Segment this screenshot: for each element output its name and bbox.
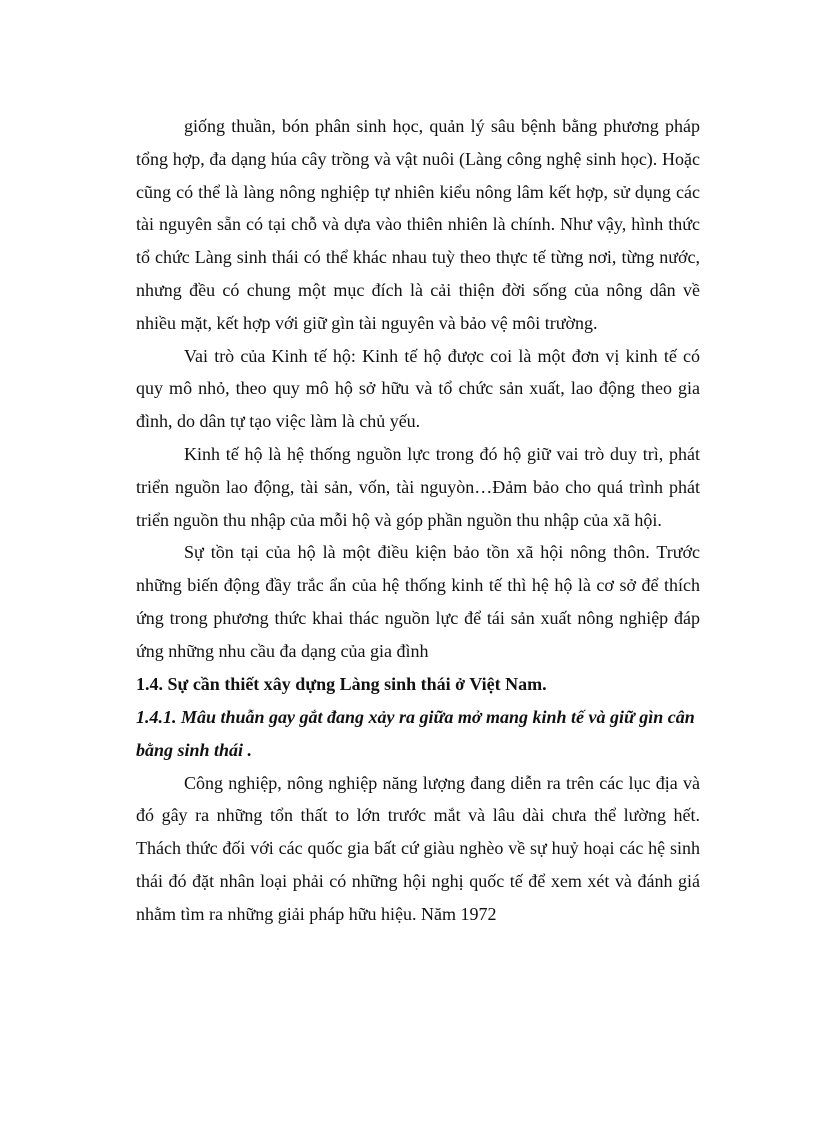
section-heading: 1.4. Sự cần thiết xây dựng Làng sinh thái ở Việt Nam.	[136, 673, 547, 694]
paragraph-household-role: Vai trò của Kinh tế hộ: Kinh tế hộ được coi là một đơn vị kinh tế có quy mô nhỏ, theo quy mô hộ sở hữu và tổ chức sản xuất, lao động theo gia đình, do dân tự tạo việc làm là chủ yếu.	[136, 345, 700, 432]
subsection-heading: 1.4.1. Mâu thuẫn gay gắt đang xảy ra giữa mở mang kinh tế và giữ gìn cân bằng sinh thái .	[136, 706, 695, 760]
paragraph-household-existence: Sự tồn tại của hộ là một điều kiện bảo tồn xã hội nông thôn. Trước những biến động đầy trắc ẩn của hệ thống kinh tế thì hệ hộ là cơ sở để thích ứng trong phương thức khai thác nguồn lực để tái sản xuất nông nghiệp đáp ứng những nhu cầu đa dạng của gia đình	[136, 542, 700, 661]
paragraph-industry-agriculture: Công nghiệp, nông nghiệp năng lượng đang diễn ra trên các lục địa và đó gây ra những tổn thất to lớn trước mắt và lâu dài chưa thể lường hết. Thách thức đối với các quốc gia bất cứ giàu nghèo về sự huỷ hoại các hệ sinh thái đó đặt nhân loại phải có những hội nghị quốc tế để xem xét và đánh giá nhằm tìm ra những giải pháp hữu hiệu. Năm 1972	[136, 772, 700, 924]
paragraph-village-forms: giống thuần, bón phân sinh học, quản lý sâu bệnh bằng phương pháp tổng hợp, đa dạng húa cây trồng và vật nuôi (Làng công nghệ sinh học). Hoặc cũng có thể là làng nông nghiệp tự nhiên kiểu nông lâm kết hợp, sử dụng các tài nguyên sẵn có tại chỗ và dựa vào thiên nhiên là chính. Như vậy, hình thức tổ chức Làng sinh thái có thể khác nhau tuỳ theo thực tế từng nơi, từng nước, nhưng đều có chung một mục đích là cải thiện đời sống của nông dân về nhiều mặt, kết hợp với giữ gìn tài nguyên và bảo vệ môi trường.	[136, 116, 700, 333]
paragraph-household-resources: Kinh tế hộ là hệ thống nguồn lực trong đó hộ giữ vai trò duy trì, phát triển nguồn lao động, tài sản, vốn, tài nguyòn…Đảm bảo cho quá trình phát triển nguồn thu nhập của mỗi hộ và góp phần nguồn thu nhập của xã hội.	[136, 443, 700, 530]
document-page	[136, 110, 700, 931]
